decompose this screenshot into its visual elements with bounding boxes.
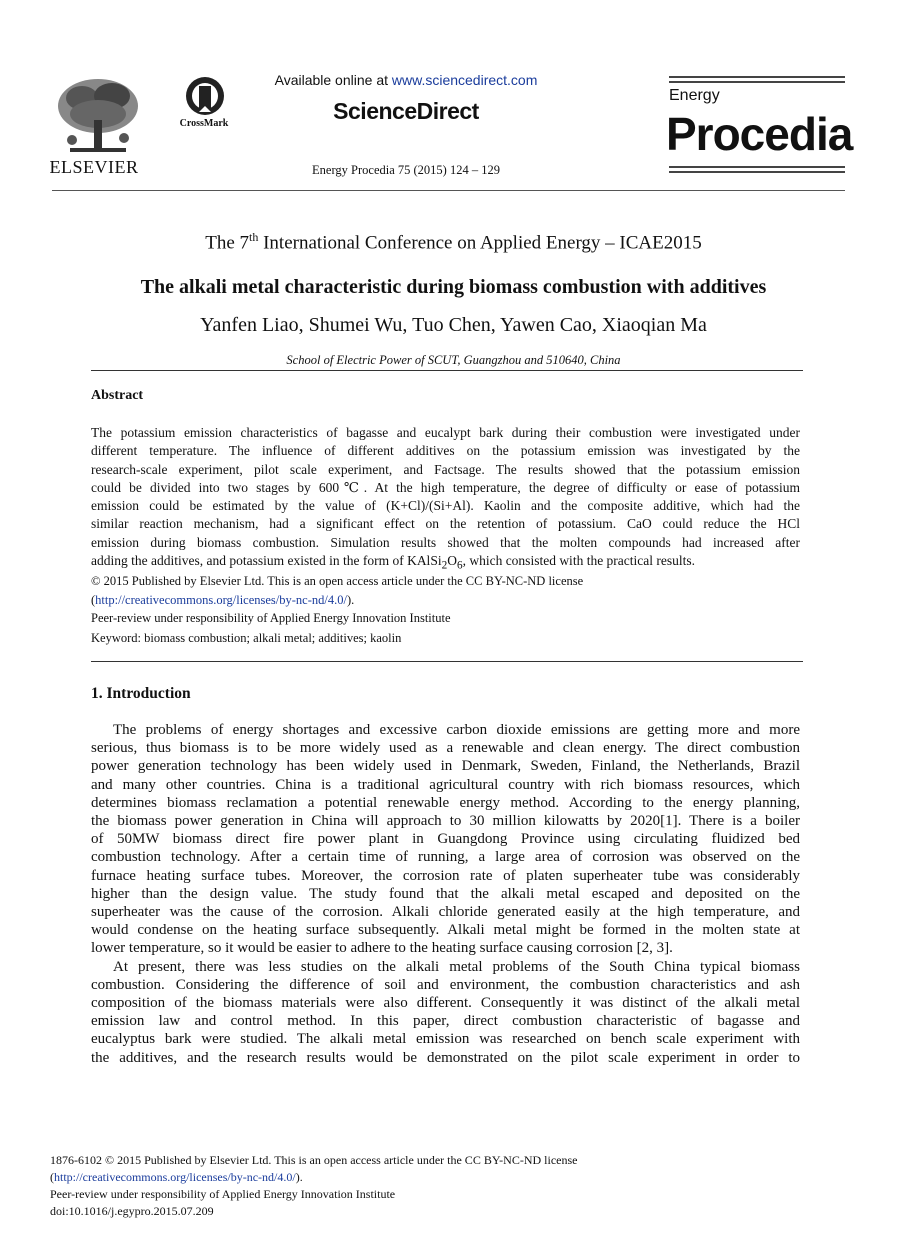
- journal-logo-big: Procedia: [666, 108, 853, 160]
- intro-line: and many other countries. China is a traditional agricultural country with rich biomass resources, which: [91, 776, 800, 793]
- keywords: Keyword: biomass combustion; alkali metal; additives; kaolin: [91, 631, 402, 645]
- formula-subscript: 6: [456, 559, 463, 572]
- sciencedirect-brand: ScienceDirect: [333, 98, 479, 124]
- header-divider: [52, 190, 845, 191]
- intro-line: composition of the biomass materials were also different. Consequently it was distinct of the alkali metal: [91, 995, 800, 1012]
- paren: ).: [346, 592, 355, 607]
- available-prefix: Available online at: [274, 72, 392, 88]
- elsevier-tree-logo: [52, 76, 144, 156]
- peer-review-line: Peer-review under responsibility of Applied Energy Innovation Institute: [91, 611, 451, 625]
- abstract-divider: [91, 661, 803, 662]
- conference-prefix: The 7: [205, 232, 250, 254]
- intro-line: At present, there was less studies on the alkali metal problems of the South China typical biomass: [113, 958, 800, 975]
- journal-logo-rule-top-2: [669, 81, 845, 83]
- formula-subscript: 2: [441, 559, 448, 572]
- intro-line: the additives, and the research results would be demonstrated on the pilot scale experiment in order to: [91, 1049, 800, 1066]
- abstract-line: The potassium emission characteristics of bagasse and eucalypt bark during their combustion were investigated under: [91, 425, 800, 440]
- intro-line: superheater was the cause of the corrosion. Alkali chloride generated easily at the high temperature, and: [91, 904, 800, 921]
- footer-license-line: [50, 1169, 577, 1186]
- journal-reference: Energy Procedia 75 (2015) 124 – 129: [312, 163, 500, 177]
- affiliation: School of Electric Power of SCUT, Guangzhou and 510640, China: [286, 353, 621, 367]
- intro-line: determines biomass reclamation a potential renewable energy method. According to the energy planning,: [91, 794, 800, 811]
- elsevier-wordmark: ELSEVIER: [49, 157, 139, 177]
- title-divider: [91, 370, 803, 371]
- intro-line: eucalyptus bark were studied. The alkali metal emission was researched on bench scale experiment with: [91, 1031, 800, 1048]
- intro-line: emission law and control method. In this paper, direct combustion characteristic of bagasse and: [91, 1013, 800, 1030]
- abstract-body: [91, 424, 800, 575]
- intro-line: furnace heating surface tubes. Moreover, the corrosion rate of platen superheater tube was considerably: [91, 867, 800, 884]
- license-link-line: [91, 591, 583, 610]
- footer-license-link[interactable]: http://creativecommons.org/licenses/by-nc-nd/4.0/: [54, 1170, 296, 1184]
- conference-suffix: International Conference on Applied Energy – ICAE2015: [258, 232, 702, 254]
- footer-doi: doi:10.1016/j.egypro.2015.07.209: [50, 1204, 214, 1218]
- formula-element: O: [447, 553, 457, 569]
- journal-logo-small: Energy: [669, 87, 720, 104]
- paren: (: [91, 592, 96, 607]
- abstract-line: research-scale experiment, pilot scale experiment, and Factsage. The results showed that the potassium emission: [91, 461, 800, 477]
- abstract-line: different temperature. The influence of different additives on the potassium emission was investigated by the: [91, 443, 800, 459]
- intro-line: combustion technology. After a certain time of running, a large area of corrosion was observed on the: [91, 849, 800, 866]
- journal-logo-rule-bottom: [669, 166, 845, 168]
- intro-line: The problems of energy shortages and excessive carbon dioxide emissions are getting more and more: [113, 722, 800, 738]
- copyright-line: © 2015 Published by Elsevier Ltd. This is an open access article under the CC BY-NC-ND license: [91, 574, 584, 588]
- journal-logo-rule-top: [669, 76, 845, 78]
- intro-line: higher than the design value. The study found that the alkali metal escaped and deposited on the: [91, 885, 800, 902]
- paren: ).: [295, 1170, 303, 1184]
- copyright-block: [91, 572, 583, 628]
- intro-line: would condense on the heating surface subsequently. Alkali metal might be formed in the molten state at: [91, 922, 800, 939]
- abstract-heading: Abstract: [91, 388, 144, 403]
- abstract-line: emission could be estimated by the value of (K+Cl)/(Si+Al). Kaolin and the composite additive, which had the: [91, 498, 800, 514]
- introduction-body: [91, 721, 800, 1067]
- intro-line: combustion. Considering the difference of soil and environment, the combustion characteristics and ash: [91, 976, 800, 993]
- intro-line: the biomass power generation in China will approach to 30 million kilowatts by 2020[1]. There is a boiler: [91, 813, 800, 830]
- paren: (: [50, 1170, 54, 1184]
- abstract-last-suffix: , which consisted with the practical results.: [462, 553, 696, 569]
- introduction-heading: 1. Introduction: [91, 685, 191, 702]
- intro-line: serious, thus biomass is to be more widely used as a renewable and clean energy. The direct combustion: [91, 740, 800, 757]
- abstract-last-prefix: adding the additives, and potassium existed in the form of KAlSi: [91, 553, 442, 569]
- intro-line: lower temperature, so it would be easier to adhere to the heating surface causing corrosion [2, 3].: [91, 940, 673, 957]
- crossmark-label: CrossMark: [179, 118, 229, 129]
- journal-logo-rule-bottom-2: [669, 171, 845, 173]
- conference-name: [40, 230, 867, 254]
- footer: [50, 1152, 577, 1220]
- intro-line: of 50MW biomass direct fire power plant in Guangdong Province using circulating fluidized bed: [91, 831, 800, 848]
- footer-peer-review: Peer-review under responsibility of Applied Energy Innovation Institute: [50, 1187, 396, 1201]
- paper-title: The alkali metal characteristic during biomass combustion with additives: [140, 276, 767, 298]
- abstract-line: similar reaction mechanism, had a significant effect on the retention of potassium. CaO could reduce the HCl: [91, 516, 800, 532]
- abstract-line: could be divided into two stages by 600℃. At the high temperature, the degree of difficulty or ease of potassium: [91, 479, 800, 495]
- sciencedirect-link[interactable]: www.sciencedirect.com: [391, 72, 538, 88]
- authors: Yanfen Liao, Shumei Wu, Tuo Chen, Yawen Cao, Xiaoqian Ma: [200, 314, 707, 336]
- available-online: [236, 72, 576, 88]
- footer-issn-line: 1876-6102 © 2015 Published by Elsevier Ltd. This is an open access article under the CC BY-NC-ND license: [50, 1153, 578, 1167]
- intro-line: power generation technology has been widely used in Denmark, Sweden, Finland, the Netherlands, Brazil: [91, 758, 800, 775]
- abstract-line: emission during biomass combustion. Simulation results showed that the molten compounds had increased after: [91, 534, 800, 550]
- license-link[interactable]: http://creativecommons.org/licenses/by-nc-nd/4.0/: [95, 592, 347, 607]
- conference-ordinal: th: [249, 230, 259, 244]
